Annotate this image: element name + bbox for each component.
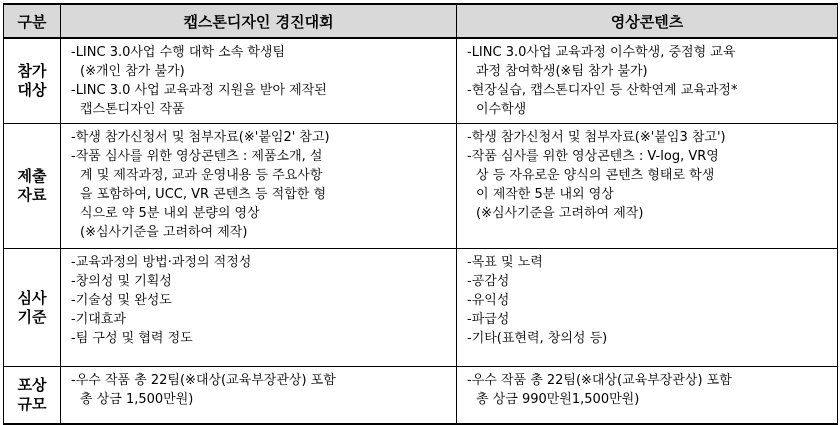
video-cell <box>457 38 838 124</box>
video-cell <box>457 124 838 249</box>
row-category-label: 기준 <box>17 307 47 326</box>
cell-text-line: 총 상금 1,500만원) <box>80 392 194 407</box>
cell-text-line: 이 제작한 5분 내외 영상 <box>476 187 614 202</box>
cell-text-line: (※심사기준을 고려하여 제작) <box>80 225 248 240</box>
cell-text-line: -작품 심사를 위한 영상콘텐츠 : 제품소개, 설 <box>71 149 323 164</box>
header-capstone-competition: 캡스톤디자인 경진대회 <box>61 4 457 38</box>
table-row-submission <box>4 124 838 249</box>
row-category-label: 참가 <box>17 62 47 80</box>
row-category-label: 자료 <box>17 186 47 204</box>
cell-text-line: -우수 작품 총 22팀(※대상(교육부장관상) 포함 <box>71 373 336 388</box>
cell-text-line: -창의성 및 기획성 <box>71 274 172 289</box>
cell-text-line: (※개인 참가 불가) <box>80 64 185 79</box>
cell-text-line: -팀 구성 및 협력 정도 <box>71 331 193 346</box>
row-category-cell <box>4 367 61 425</box>
cell-text-line: -LINC 3.0 사업 교육과정 지원을 받아 제작된 <box>71 83 327 98</box>
row-category-label: 대상 <box>17 81 47 99</box>
cell-text-line: 을 포함하여, UCC, VR 콘텐츠 등 적합한 형 <box>80 187 327 202</box>
cell-text-line: 과정 참여학생(※팀 참가 불가) <box>476 64 648 79</box>
cell-text-line: 캡스톤디자인 작품 <box>80 102 185 117</box>
cell-text-line: -유익성 <box>467 293 510 308</box>
cell-text-line: -학생 참가신청서 및 첨부자료(※'붙임2' 참고) <box>71 130 330 145</box>
competition-comparison-table <box>3 3 838 425</box>
cell-text-line: -공감성 <box>467 274 510 289</box>
cell-text-line: 이수학생 <box>476 102 527 117</box>
cell-text-line: 식으로 약 5분 내외 분량의 영상 <box>80 206 260 221</box>
cell-text-line: -LINC 3.0사업 교육과정 이수학생, 중점형 교육 <box>467 45 736 60</box>
row-category-label: 포상 <box>17 376 47 394</box>
cell-text-line: -작품 심사를 위한 영상콘텐츠 : V-log, VR영 <box>467 149 719 164</box>
row-category-label: 규모 <box>17 395 47 413</box>
capstone-cell <box>61 124 457 249</box>
header-video-content: 영상콘텐츠 <box>457 4 838 38</box>
cell-text-line: -파급성 <box>467 312 510 327</box>
table-header-row <box>4 4 838 38</box>
cell-text-line: (※심사기준을 고려하여 제작) <box>476 206 644 221</box>
capstone-cell <box>61 249 457 367</box>
video-cell <box>457 367 838 425</box>
cell-text-line: -LINC 3.0사업 수행 대학 소속 학생팀 <box>71 45 286 60</box>
table-row-criteria <box>4 249 838 367</box>
cell-text-line: 상 등 자유로운 양식의 콘텐츠 형태로 학생 <box>476 168 715 183</box>
header-category: 구분 <box>4 4 61 38</box>
cell-text-line: -우수 작품 총 22팀(※대상(교육부장관상) 포함 <box>467 373 732 388</box>
cell-text-line: -목표 및 노력 <box>467 255 543 270</box>
cell-text-line: -교육과정의 방법·과정의 적정성 <box>71 255 252 270</box>
cell-text-line: 총 상금 990만원1,500만원) <box>476 392 640 407</box>
row-category-label: 제출 <box>17 167 47 185</box>
video-cell <box>457 249 838 367</box>
table-row-participants <box>4 38 838 124</box>
cell-text-line: -기타(표현력, 창의성 등) <box>467 331 608 346</box>
cell-text-line: -기술성 및 완성도 <box>71 293 172 308</box>
row-category-label: 심사 <box>17 288 47 307</box>
cell-text-line: -학생 참가신청서 및 첨부자료(※'붙임3 참고') <box>467 130 726 145</box>
row-category-cell <box>4 124 61 249</box>
row-category-cell <box>4 38 61 124</box>
cell-text-line: -기대효과 <box>71 312 126 327</box>
table-row-awards <box>4 367 838 425</box>
document-table-wrapper <box>3 3 837 425</box>
cell-text-line: 계 및 제작과정, 교과 운영내용 등 주요사항 <box>80 168 323 183</box>
capstone-cell <box>61 367 457 425</box>
cell-text-line: -현장실습, 캡스톤디자인 등 산학연계 교육과정* <box>467 83 738 98</box>
row-category-cell <box>4 249 61 367</box>
capstone-cell <box>61 38 457 124</box>
